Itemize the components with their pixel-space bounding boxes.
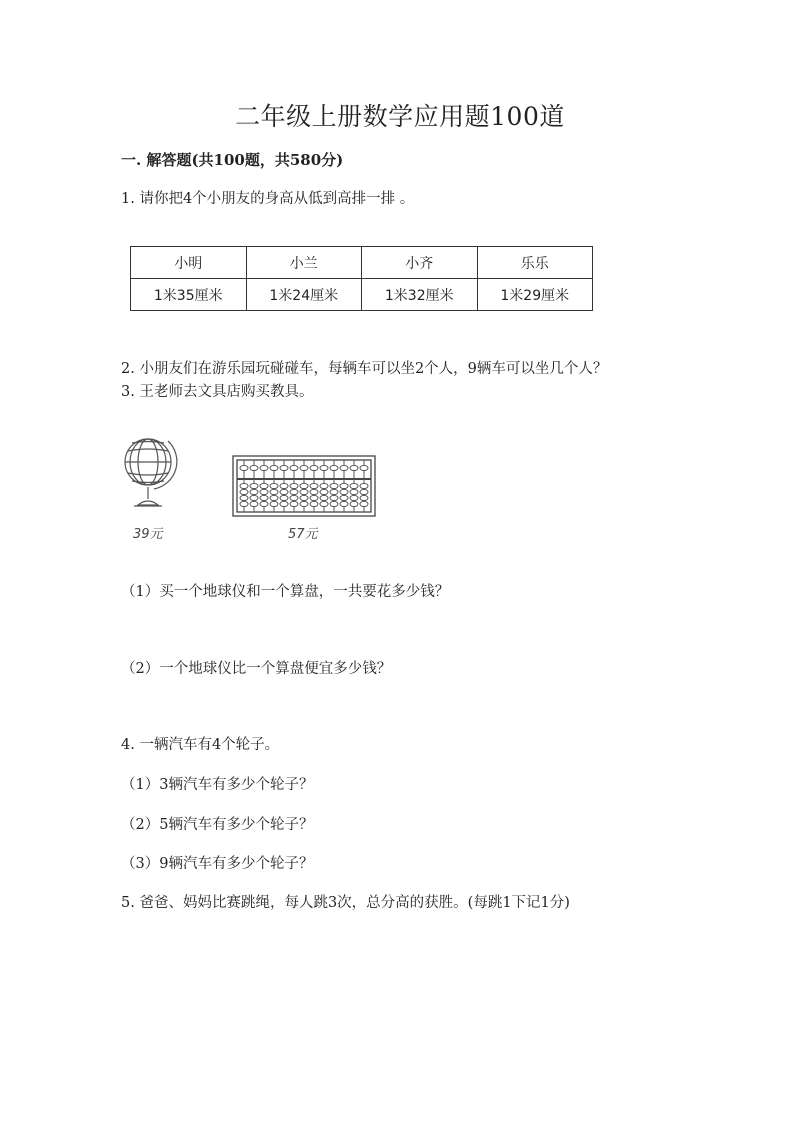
table-cell: 小齐: [362, 247, 478, 279]
page-title: 二年级上册数学应用题100道: [235, 102, 565, 131]
question-1: 1. 请你把4个小朋友的身高从低到高排一排 。: [121, 191, 415, 207]
table-row: [131, 279, 593, 311]
abacus-price: 57元: [288, 527, 318, 542]
table-cell: 小明: [131, 247, 247, 279]
question-4-part-3: （3）9辆汽车有多少个轮子？: [121, 856, 314, 872]
table-cell: 1米35厘米: [131, 279, 247, 311]
table-cell: 1米24厘米: [246, 279, 362, 311]
table-row: [131, 247, 593, 279]
question-4-part-2: （2）5辆汽车有多少个轮子？: [121, 817, 314, 833]
question-5: 5. 爸爸、妈妈比赛跳绳，每人跳3次，总分高的获胜。(每跳1下记1分): [121, 895, 570, 911]
table-cell: 乐乐: [477, 247, 593, 279]
question-3-part-1: （1）买一个地球仪和一个算盘，一共要花多少钱？: [121, 584, 450, 600]
question-4-part-1: （1）3辆汽车有多少个轮子？: [121, 777, 314, 793]
section-heading: 一. 解答题(共100题，共580分): [121, 151, 344, 169]
question-4: 4. 一辆汽车有4个轮子。: [121, 737, 280, 753]
height-table: [130, 246, 593, 311]
question-3: 3. 王老师去文具店购买教具。: [121, 384, 314, 400]
abacus-icon: [232, 455, 376, 517]
globe-icon: [118, 435, 188, 515]
globe-price: 39元: [133, 527, 163, 542]
question-2: 2. 小朋友们在游乐园玩碰碰车，每辆车可以坐2个人，9辆车可以坐几个人？: [121, 361, 608, 377]
table-cell: 1米29厘米: [477, 279, 593, 311]
table-cell: 1米32厘米: [362, 279, 478, 311]
table-cell: 小兰: [246, 247, 362, 279]
question-3-part-2: （2）一个地球仪比一个算盘便宜多少钱？: [121, 661, 392, 677]
